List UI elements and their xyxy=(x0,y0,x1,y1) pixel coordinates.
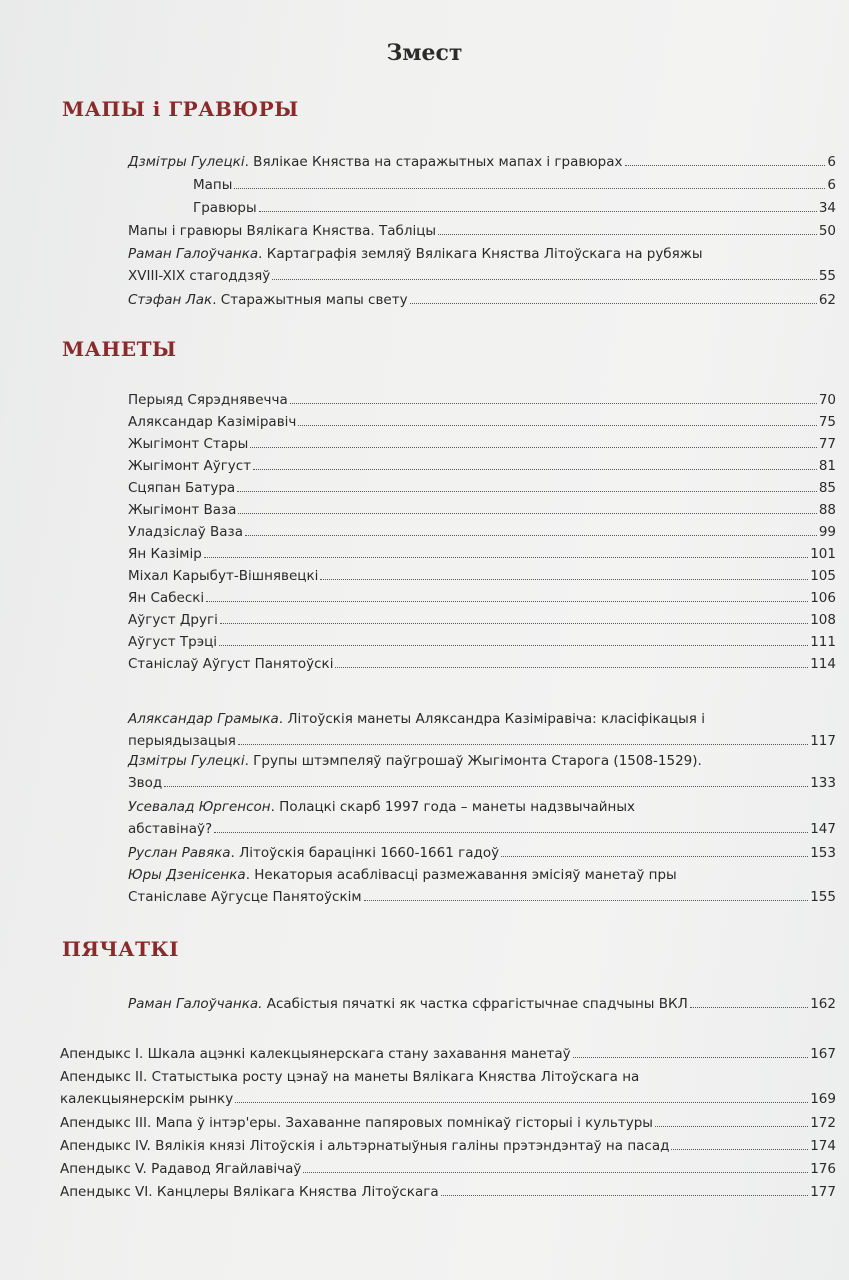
page-number: 99 xyxy=(818,524,836,540)
page-number: 50 xyxy=(818,223,836,239)
entry-title: . Картаграфія земляў Вялікага Княства Літоўскага на рубяжы xyxy=(258,246,703,262)
toc-entry-ruler xyxy=(128,521,836,543)
entry-author: Дзмітры Гулецкі xyxy=(128,753,245,769)
entry-title-cont: абставінаў? xyxy=(128,821,213,837)
dot-leader xyxy=(671,1148,808,1150)
toc-entry-ruler xyxy=(128,631,836,653)
dot-leader xyxy=(234,187,825,189)
toc-entry xyxy=(128,151,836,173)
toc-entry xyxy=(193,174,836,196)
toc-entry xyxy=(128,750,836,794)
page-number: 155 xyxy=(810,889,836,905)
entry-author: Дзмітры Гулецкі xyxy=(128,154,245,170)
section-heading-seals: ПЯЧАТКІ xyxy=(62,937,180,961)
page-number: 75 xyxy=(818,414,836,430)
toc-entry-appendix xyxy=(60,1043,836,1065)
entry-title: Сцяпан Батура xyxy=(128,480,236,496)
dot-leader xyxy=(164,785,808,787)
entry-title: Асабістыя пячаткі як частка сфрагістычнае спадчыны ВКЛ xyxy=(262,996,688,1012)
dot-leader xyxy=(272,278,817,280)
page-number: 85 xyxy=(818,480,836,496)
entry-title: . Вялікае Княства на старажытных мапах і гравюрах xyxy=(244,154,623,170)
toc-entry-ruler xyxy=(128,499,836,521)
entry-title-cont: перыядызацыя xyxy=(128,733,236,749)
dot-leader xyxy=(245,534,817,536)
toc-entry-ruler xyxy=(128,455,836,477)
entry-title: Жыгімонт Аўгуст xyxy=(128,458,252,474)
entry-title: Жыгімонт Стары xyxy=(128,436,249,452)
dot-leader xyxy=(303,1171,808,1173)
entry-title: Уладзіслаў Ваза xyxy=(128,524,243,540)
dot-leader xyxy=(320,578,808,580)
dot-leader xyxy=(655,1125,808,1127)
entry-title: Гравюры xyxy=(193,200,257,216)
entry-title: Ян Казімір xyxy=(128,546,202,562)
entry-title: . Літоўскія манеты Аляксандра Казіміравіча: класіфікацыя і xyxy=(278,711,705,727)
entry-author: Юры Дзенісенка xyxy=(128,867,246,883)
entry-title: Апендыкс ІV. Вялікія князі Літоўскія і альтэрнатыўныя галіны прэтэндэнтаў на пасад xyxy=(60,1138,670,1154)
entry-title: Мапы xyxy=(193,177,233,193)
toc-entry xyxy=(128,796,836,840)
entry-title: Міхал Карыбут-Вішнявецкі xyxy=(128,568,319,584)
page-number: 174 xyxy=(810,1138,836,1154)
page-number: 176 xyxy=(810,1161,836,1177)
page-number: 162 xyxy=(810,996,836,1012)
toc-entry xyxy=(128,993,836,1015)
section-heading-coins: МАНЕТЫ xyxy=(62,337,177,361)
dot-leader xyxy=(259,210,817,212)
toc-entry-appendix xyxy=(60,1112,836,1134)
toc-entry-ruler xyxy=(128,477,836,499)
entry-title: Ян Сабескі xyxy=(128,590,205,606)
entry-title: Апендыкс ІІІ. Мапа ў інтэр'еры. Захаванне папяровых помнікаў гісторыі і культуры xyxy=(60,1115,653,1131)
page-number: 167 xyxy=(810,1046,836,1062)
entry-title-cont: Станіславе Аўгусце Панятоўскім xyxy=(128,889,362,905)
entry-author: Стэфан Лак xyxy=(128,292,213,308)
toc-entry-ruler xyxy=(128,565,836,587)
entry-title: Апендыкс V. Радавод Ягайлавічаў xyxy=(60,1161,302,1177)
toc-entry xyxy=(128,842,836,864)
toc-entry xyxy=(128,289,836,311)
toc-entry-appendix xyxy=(60,1158,836,1180)
entry-author: Руслан Равяка xyxy=(128,845,231,861)
entry-title-cont: Звод xyxy=(128,775,163,791)
toc-entry xyxy=(193,197,836,219)
entry-title: Станіслаў Аўгуст Панятоўскі xyxy=(128,656,334,672)
dot-leader xyxy=(335,666,808,668)
entry-title: Аляксандар Казіміравіч xyxy=(128,414,297,430)
page-number: 70 xyxy=(818,392,836,408)
entry-title: . Полацкі скарб 1997 года – манеты надзвычайных xyxy=(270,799,635,815)
toc-entry-ruler xyxy=(128,543,836,565)
page-number: 6 xyxy=(827,154,836,170)
page-number: 106 xyxy=(810,590,836,606)
dot-leader xyxy=(214,831,808,833)
page-number: 117 xyxy=(810,733,836,749)
entry-author: Усевалад Юргенсон xyxy=(128,799,271,815)
entry-title: Апендыкс VІ. Канцлеры Вялікага Княства Літоўскага xyxy=(60,1184,439,1200)
dot-leader xyxy=(219,644,808,646)
entry-title: . Старажытныя мапы свету xyxy=(212,292,408,308)
dot-leader xyxy=(298,424,816,426)
dot-leader xyxy=(364,899,809,901)
page-number: 6 xyxy=(827,177,836,193)
page-title: Змест xyxy=(386,40,463,66)
dot-leader xyxy=(250,446,817,448)
page-number: 169 xyxy=(810,1091,836,1107)
toc-entry-appendix xyxy=(60,1135,836,1157)
entry-title: . Некаторыя асаблівасці размежавання эмісіяў манетаў пры xyxy=(245,867,677,883)
toc-entry xyxy=(128,243,836,287)
entry-author: Аляксандар Грамыка xyxy=(128,711,279,727)
dot-leader xyxy=(501,855,808,857)
toc-entry-ruler xyxy=(128,433,836,455)
entry-title: Мапы і гравюры Вялікага Княства. Табліцы xyxy=(128,223,437,239)
dot-leader xyxy=(438,233,817,235)
toc-entry xyxy=(128,708,836,752)
entry-title: Аўгуст Другі xyxy=(128,612,218,628)
page-number: 153 xyxy=(810,845,836,861)
entry-title: Апендыкс І. Шкала ацэнкі калекцыянерскага стану захавання манетаў xyxy=(60,1046,571,1062)
page-number: 133 xyxy=(810,775,836,791)
dot-leader xyxy=(290,402,817,404)
dot-leader xyxy=(253,468,817,470)
dot-leader xyxy=(235,1101,808,1103)
page-number: 114 xyxy=(810,656,836,672)
dot-leader xyxy=(206,600,808,602)
toc-entry-ruler xyxy=(128,609,836,631)
dot-leader xyxy=(204,556,808,558)
entry-author: Раман Галоўчанка xyxy=(128,246,259,262)
entry-title-cont: калекцыянерскім рынку xyxy=(60,1091,234,1107)
dot-leader xyxy=(625,164,826,166)
toc-entry-appendix xyxy=(60,1181,836,1203)
entry-title: Апендыкс ІІ. Статыстыка росту цэнаў на манеты Вялікага Княства Літоўскага на xyxy=(60,1069,640,1085)
toc-entry xyxy=(128,864,836,908)
entry-title: Аўгуст Трэці xyxy=(128,634,218,650)
toc-entry-ruler xyxy=(128,411,836,433)
page-number: 105 xyxy=(810,568,836,584)
dot-leader xyxy=(441,1194,809,1196)
entry-title-cont: XVIII-XIX стагоддзяў xyxy=(128,268,271,284)
page-number: 81 xyxy=(818,458,836,474)
toc-entry-ruler xyxy=(128,389,836,411)
page-number: 34 xyxy=(818,200,836,216)
dot-leader xyxy=(690,1006,809,1008)
dot-leader xyxy=(410,302,817,304)
section-heading-maps: МАПЫ і ГРАВЮРЫ xyxy=(62,97,299,121)
dot-leader xyxy=(573,1056,809,1058)
page-number: 108 xyxy=(810,612,836,628)
page-number: 55 xyxy=(818,268,836,284)
toc-entry-ruler xyxy=(128,653,836,675)
dot-leader xyxy=(238,512,816,514)
toc-entry-ruler xyxy=(128,587,836,609)
toc-entry xyxy=(128,220,836,242)
page-number: 147 xyxy=(810,821,836,837)
dot-leader xyxy=(237,490,817,492)
entry-title: Жыгімонт Ваза xyxy=(128,502,237,518)
entry-title: . Літоўскія барацінкі 1660-1661 гадоў xyxy=(230,845,500,861)
page-number: 111 xyxy=(810,634,836,650)
page-number: 101 xyxy=(810,546,836,562)
page-number: 88 xyxy=(818,502,836,518)
dot-leader xyxy=(238,743,808,745)
toc-entry-appendix xyxy=(60,1066,836,1110)
entry-author: Раман Галоўчанка. xyxy=(128,996,263,1012)
dot-leader xyxy=(220,622,808,624)
entry-title: Перыяд Сярэднявечча xyxy=(128,392,288,408)
page-number: 77 xyxy=(818,436,836,452)
page-number: 172 xyxy=(810,1115,836,1131)
entry-title: . Групы штэмпеляў паўгрошаў Жыгімонта Старога (1508-1529). xyxy=(244,753,702,769)
ruler-list xyxy=(128,389,836,675)
page-number: 177 xyxy=(810,1184,836,1200)
page-number: 62 xyxy=(818,292,836,308)
